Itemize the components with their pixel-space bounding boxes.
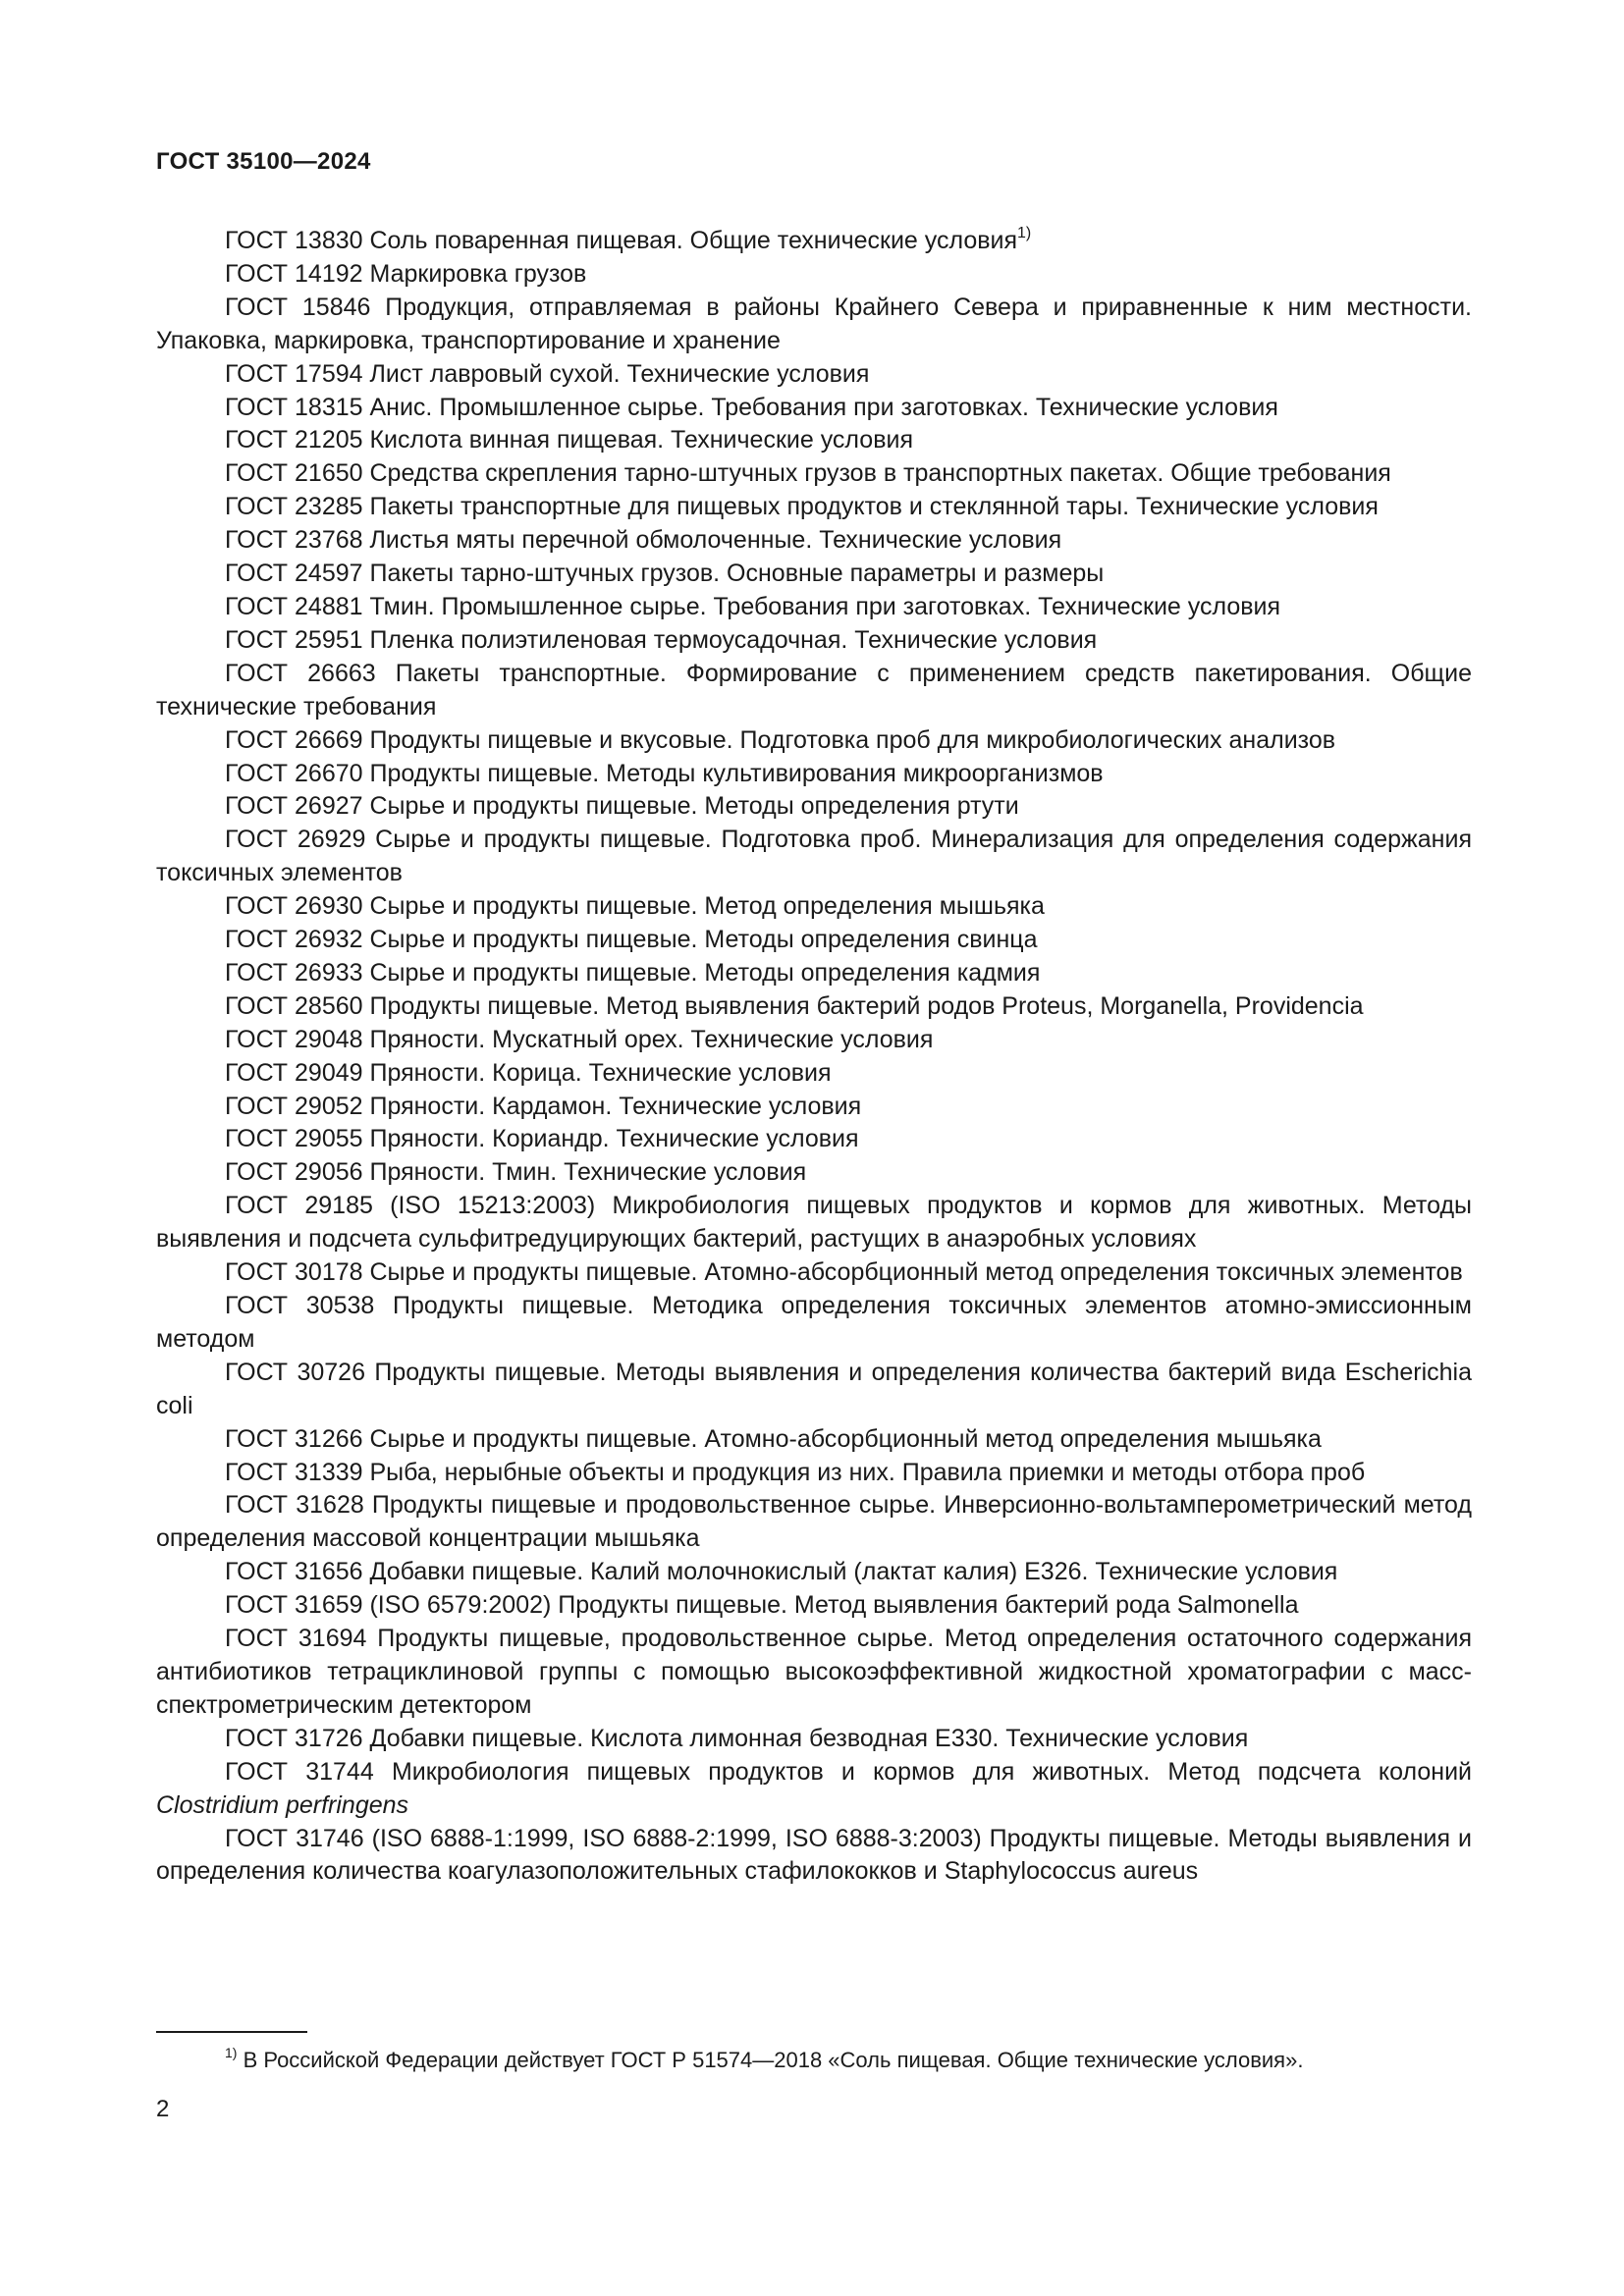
list-item: ГОСТ 21205 Кислота винная пищевая. Технические условия [225, 426, 913, 454]
list-item: ГОСТ 26670 Продукты пищевые. Методы культивирования микроорганизмов [225, 759, 1104, 787]
list-item: ГОСТ 26669 Продукты пищевые и вкусовые. Подготовка проб для микробиологических анализов [225, 725, 1336, 754]
list-item: ГОСТ 31266 Сырье и продукты пищевые. Атомно-абсорбционный метод определения мышьяка [225, 1424, 1322, 1453]
normative-references-list [156, 225, 1472, 1889]
list-item: ГОСТ 15846 Продукция, отправляемая в районы Крайнего Севера и приравненные к ним местности. Упаковка, маркировка, транспортирование и хранение [156, 293, 1472, 354]
list-item: ГОСТ 24881 Тмин. Промышленное сырье. Требования при заготовках. Технические условия [225, 592, 1281, 620]
list-item: ГОСТ 17594 Лист лавровый сухой. Технические условия [225, 359, 870, 388]
list-item: ГОСТ 30178 Сырье и продукты пищевые. Атомно-абсорбционный метод определения токсичных элементов [225, 1258, 1463, 1287]
footnote-marker: 1) [225, 2044, 238, 2060]
species-name: Clostridium perfringens [156, 1790, 409, 1819]
list-item: ГОСТ 29185 (ISO 15213:2003) Микробиология пищевых продуктов и кормов для животных. Методы выявления и подсчета сульфитредуцирующих бактерий, растущих в анаэробных условиях [156, 1192, 1472, 1254]
footnote-divider [156, 2031, 307, 2033]
list-item: ГОСТ 30726 Продукты пищевые. Методы выявления и определения количества бактерий вида Escherichia coli [156, 1358, 1472, 1419]
list-item: ГОСТ 13830 Соль поваренная пищевая. Общие технические условия$^{1)}$ [225, 224, 1032, 254]
list-item: ГОСТ 26663 Пакеты транспортные. Формирование с применением средств пакетирования. Общие технические требования [156, 659, 1472, 721]
footnote-marker: 1) [1017, 224, 1032, 241]
list-item: ГОСТ 31339 Рыба, нерыбные объекты и продукция из них. Правила приемки и методы отбора проб [225, 1458, 1366, 1486]
list-item: ГОСТ 26930 Сырье и продукты пищевые. Метод определения мышьяка [225, 892, 1045, 921]
list-item: ГОСТ 28560 Продукты пищевые. Метод выявления бактерий родов Proteus, Morganella, Providencia [225, 991, 1364, 1020]
list-item: ГОСТ 26927 Сырье и продукты пищевые. Методы определения ртути [225, 792, 1019, 821]
list-item: ГОСТ 26929 Сырье и продукты пищевые. Подготовка проб. Минерализация для определения содержания токсичных элементов [156, 826, 1472, 887]
footnote [225, 2046, 1303, 2075]
list-item: ГОСТ 29052 Пряности. Кардамон. Технические условия [225, 1092, 862, 1120]
list-item: ГОСТ 24597 Пакеты тарно-штучных грузов. Основные параметры и размеры [225, 560, 1105, 588]
list-item: ГОСТ 31656 Добавки пищевые. Калий молочнокислый (лактат калия) Е326. Технические условия [225, 1558, 1338, 1586]
list-item: ГОСТ 14192 Маркировка грузов [225, 259, 587, 288]
list-item: ГОСТ 31694 Продукты пищевые, продовольственное сырье. Метод определения остаточного содержания антибиотиков тетрациклиновой группы с помощью высокоэффективной жидкостной хроматографии с масс-спектрометрическим детектором [156, 1625, 1472, 1719]
page-number: 2 [156, 2096, 170, 2122]
list-item: ГОСТ 31726 Добавки пищевые. Кислота лимонная безводная Е330. Технические условия [225, 1724, 1249, 1752]
list-item: ГОСТ 25951 Пленка полиэтиленовая термоусадочная. Технические условия [225, 625, 1098, 654]
list-item: ГОСТ 31659 (ISO 6579:2002) Продукты пищевые. Метод выявления бактерий рода Salmonella [225, 1591, 1299, 1620]
list-item: ГОСТ 23285 Пакеты транспортные для пищевых продуктов и стеклянной тары. Технические условия [225, 493, 1379, 521]
list-item: ГОСТ 29048 Пряности. Мускатный орех. Технические условия [225, 1025, 934, 1053]
document-code-header: ГОСТ 35100—2024 [156, 148, 371, 175]
list-item: ГОСТ 31628 Продукты пищевые и продовольственное сырье. Инверсионно-вольтамперометрический метод определения массовой концентрации мышьяка [156, 1491, 1472, 1553]
list-item: ГОСТ 18315 Анис. Промышленное сырье. Требования при заготовках. Технические условия [225, 393, 1278, 421]
list-item: ГОСТ 29056 Пряности. Тмин. Технические условия [225, 1158, 807, 1187]
list-item: ГОСТ 31746 (ISO 6888-1:1999, ISO 6888-2:1999, ISO 6888-3:2003) Продукты пищевые. Методы выявления и определения количества коагулазоположительных стафилококков и Staphylococcus aureus [156, 1824, 1472, 1886]
list-item: ГОСТ 29049 Пряности. Корица. Технические условия [225, 1058, 832, 1087]
list-item: ГОСТ 31744 Микробиология пищевых продуктов и кормов для животных. Метод подсчета колоний Clostridium perfringens [156, 1757, 1472, 1819]
footnote-text: В Российской Федерации действует ГОСТ Р 51574—2018 «Соль пищевая. Общие технические условия». [243, 2048, 1304, 2072]
list-item: ГОСТ 23768 Листья мяты перечной обмолоченные. Технические условия [225, 526, 1062, 555]
list-item: ГОСТ 29055 Пряности. Кориандр. Технические условия [225, 1125, 859, 1153]
list-item: ГОСТ 21650 Средства скрепления тарно-штучных грузов в транспортных пакетах. Общие требования [225, 459, 1391, 488]
list-item: ГОСТ 30538 Продукты пищевые. Методика определения токсичных элементов атомно-эмиссионным методом [156, 1292, 1472, 1353]
list-item: ГОСТ 26933 Сырье и продукты пищевые. Методы определения кадмия [225, 958, 1041, 987]
list-item: ГОСТ 26932 Сырье и продукты пищевые. Методы определения свинца [225, 926, 1038, 954]
